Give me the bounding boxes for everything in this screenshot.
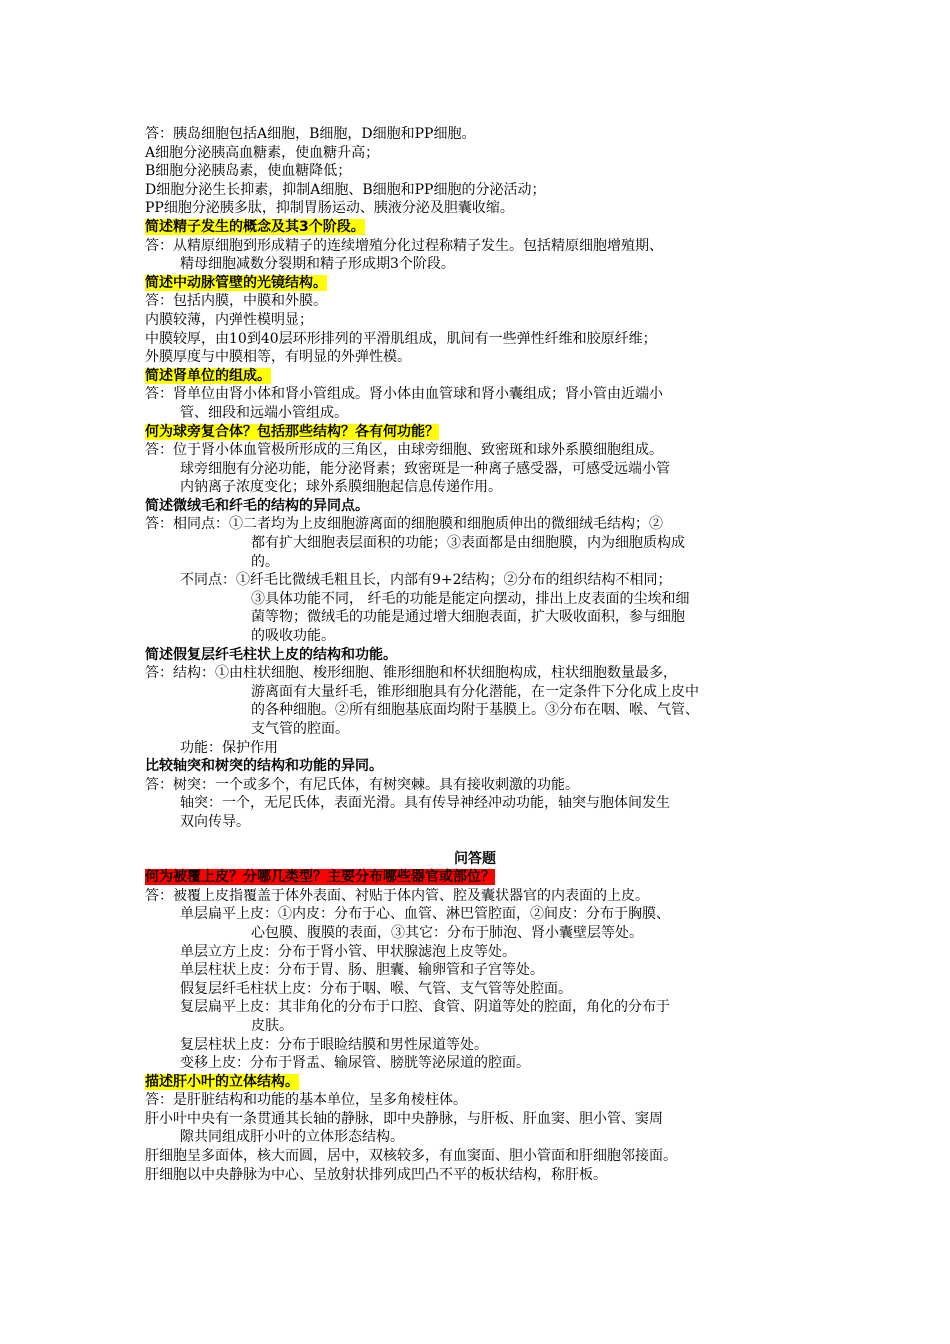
text-line: 隙共同组成肝小叶的立体形态结构。: [180, 1129, 404, 1146]
heading-text: 简述假复层纤毛柱状上皮的结构和功能。: [145, 646, 397, 663]
section-heading: [145, 497, 805, 516]
text-line: 答：是肝脏结构和功能的基本单位，呈多角棱柱体。: [145, 1092, 467, 1109]
document-page: [145, 125, 805, 1184]
text-line: 都有扩大细胞表层面积的功能；③表面都是由细胞膜，内为细胞质构成: [251, 535, 685, 552]
text-line: 单层扁平上皮：①内皮：分布于心、血管、淋巴管腔面，②间皮：分布于胸膜、: [180, 906, 670, 923]
heading-text: 描述肝小叶的立体结构。: [145, 1073, 299, 1090]
heading-text: 简述肾单位的组成。: [145, 367, 271, 384]
text-line: 答：从精原细胞到形成精子的连续增殖分化过程称精子发生。包括精原细胞增殖期、: [145, 237, 663, 254]
text-line: 心包膜、腹膜的表面，③其它：分布于肺泡、肾小囊壁层等处。: [251, 924, 643, 941]
text-line: 答：树突：一个或多个，有尼氏体，有树突棘。具有接收刺激的功能。: [145, 776, 579, 793]
heading-text: 简述微绒毛和纤毛的结构的异同点。: [145, 497, 369, 514]
text-line: 轴突：一个，无尼氏体，表面光滑。具有传导神经冲动功能，轴突与胞体间发生: [180, 795, 670, 812]
text-line: 球旁细胞有分泌功能，能分泌肾素；致密斑是一种离子感受器，可感受远端小管: [180, 460, 670, 477]
section-heading: [145, 1073, 805, 1092]
text-line: 复层柱状上皮：分布于眼睑结膜和男性尿道等处。: [180, 1036, 488, 1053]
text-line: 答：位于肾小体血管极所形成的三角区，由球旁细胞、致密斑和球外系膜细胞组成。: [145, 442, 663, 459]
heading-text: 问答题: [454, 850, 496, 867]
text-line: 答：胰岛细胞包括A细胞，B细胞，D细胞和PP细胞。: [145, 126, 476, 142]
text-line: 答：肾单位由肾小体和肾小管组成。肾小体由血管球和肾小囊组成；肾小管由近端小: [145, 386, 663, 403]
text-line: 的。: [251, 553, 279, 570]
text-line: 中膜较厚，由10到40层环形排列的平滑肌组成，肌间有一些弹性纤维和胶原纤维；: [145, 330, 657, 347]
text-line: A细胞分泌胰高血糖素，使血糖升高；: [145, 144, 380, 161]
heading-text: 比较轴突和树突的结构和功能的异同。: [145, 758, 383, 775]
text-line: 肝细胞呈多面体，核大而圆，居中，双核较多，有血窦面、胆小管面和肝细胞邻接面。: [145, 1148, 677, 1165]
text-line: B细胞分泌胰岛素，使血糖降低；: [145, 163, 352, 180]
text-line: ③具体功能不同， 纤毛的功能是能定向摆动，排出上皮表面的尘埃和细: [251, 590, 690, 607]
text-line: 皮肤。: [251, 1017, 293, 1034]
blank-line: [145, 832, 805, 850]
section-heading: [145, 868, 805, 887]
text-line: D细胞分泌生长抑素，抑制A细胞、B细胞和PP细胞的分泌活动；: [145, 181, 546, 198]
text-line: 答：包括内膜，中膜和外膜。: [145, 293, 327, 310]
heading-text: 何为球旁复合体？包括那些结构？各有何功能？: [145, 423, 439, 440]
section-heading: [145, 274, 805, 293]
section-heading: [145, 423, 805, 442]
heading-text: 简述中动脉管壁的光镜结构。: [145, 274, 327, 291]
text-line: 外膜厚度与中膜相等，有明显的外弹性模。: [145, 349, 411, 366]
section-heading: [145, 367, 805, 386]
text-line: 管、细段和远端小管组成。: [180, 404, 348, 421]
text-line: 复层扁平上皮：其非角化的分布于口腔、食管、阴道等处的腔面，角化的分布于: [180, 999, 670, 1016]
text-line: 肝小叶中央有一条贯通其长轴的静脉，即中央静脉，与肝板、肝血窦、胆小管、窦周: [145, 1110, 663, 1127]
text-line: 肝细胞以中央静脉为中心、呈放射状排列成凹凸不平的板状结构，称肝板。: [145, 1166, 607, 1183]
text-line: 精母细胞减数分裂期和精子形成期3个阶段。: [180, 256, 455, 273]
text-line: 变移上皮：分布于肾盂、输尿管、膀胱等泌尿道的腔面。: [180, 1055, 530, 1072]
text-line: 功能：保护作用: [180, 739, 278, 756]
text-line: 双向传导。: [180, 813, 250, 830]
section-heading: [145, 850, 805, 869]
text-line: 的各种细胞。②所有细胞基底面均附于基膜上。③分布在咽、喉、气管、: [251, 702, 699, 719]
section-heading: [145, 646, 805, 665]
text-line: 支气管的腔面。: [251, 721, 349, 737]
text-line: 内膜较薄，内弹性模明显；: [145, 311, 313, 328]
text-line: 单层柱状上皮：分布于胃、肠、胆囊、输卵管和子宫等处。: [180, 962, 544, 979]
text-line: 答：相同点：①二者均为上皮细胞游离面的细胞膜和细胞质伸出的微细绒毛结构；②: [145, 516, 663, 533]
text-line: 游离面有大量纤毛，锥形细胞具有分化潜能，在一定条件下分化成上皮中: [251, 683, 699, 700]
section-heading: [145, 218, 805, 237]
heading-text: 简述精子发生的概念及其3个阶段。: [145, 218, 365, 235]
text-line: 答：结构：①由柱状细胞、梭形细胞、锥形细胞和杯状细胞构成，柱状细胞数量最多，: [145, 665, 677, 682]
text-line: 不同点：①纤毛比微绒毛粗且长，内部有9+2结构；②分布的组织结构不相同；: [180, 572, 672, 589]
heading-text: 何为被覆上皮？分哪几类型？主要分布哪些器官或部位？: [145, 869, 495, 886]
text-line: 假复层纤毛柱状上皮：分布于咽、喉、气管、支气管等处腔面。: [180, 980, 572, 997]
text-line: 单层立方上皮：分布于肾小管、甲状腺滤泡上皮等处。: [180, 943, 516, 960]
section-heading: [145, 757, 805, 776]
text-line: 菌等物；微绒毛的功能是通过增大细胞表面，扩大吸收面积，参与细胞: [251, 609, 685, 626]
text-line: 的吸收功能。: [251, 628, 335, 645]
text-line: 内钠离子浓度变化；球外系膜细胞起信息传递作用。: [180, 479, 502, 496]
text-line: PP细胞分泌胰多肽，抑制胃肠运动、胰液分泌及胆囊收缩。: [145, 200, 514, 217]
text-line: 答：被覆上皮指覆盖于体外表面、衬贴于体内管、腔及囊状器官的内表面的上皮。: [145, 887, 649, 904]
